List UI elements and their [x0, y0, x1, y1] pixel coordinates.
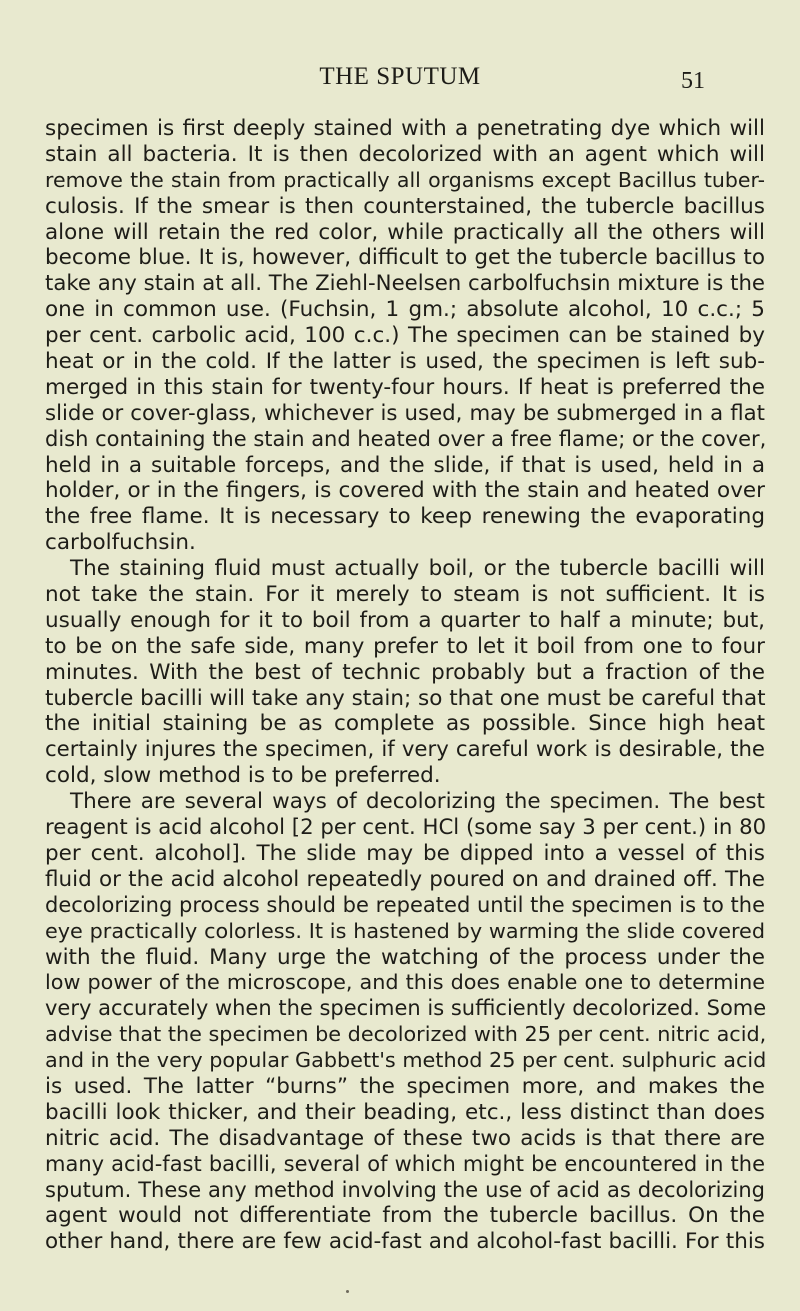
text-line: heat or in the cold. If the latter is used, the specimen is left sub- [45, 349, 765, 375]
text-line: There are several ways of decolorizing the specimen. The best [70, 789, 765, 815]
text-line: become blue. It is, however, difficult to get the tubercle bacillus to [45, 245, 765, 271]
text-line: sputum. These any method involving the use of acid as decolorizing [45, 1177, 765, 1202]
chapter-title: THE SPUTUM [319, 63, 481, 90]
text-line: bacilli look thicker, and their beading, etc., less distinct than does [45, 1099, 765, 1125]
text-line: decolorizing process should be repeated until the specimen is to the [45, 892, 765, 917]
text-line: eye practically colorless. It is hastened by warming the slide covered [45, 918, 765, 943]
text-line: take any stain at all. The Ziehl-Neelsen carbolfuchsin mixture is the [45, 271, 765, 297]
paragraph-3 [45, 789, 765, 1255]
text-line: nitric acid. The disadvantage of these two acids is that there are [45, 1125, 765, 1151]
text-line: certainly injures the specimen, if very careful work is desirable, the [45, 737, 765, 763]
text-line: per cent. alcohol]. The slide may be dipped into a vessel of this [45, 840, 765, 866]
paragraph-1 [45, 116, 765, 556]
text-line: stain all bacteria. It is then decolorized with an agent which will [45, 141, 765, 167]
text-line: other hand, there are few acid-fast and alcohol-fast bacilli. For this [45, 1229, 765, 1255]
text-line: cold, slow method is to be preferred. [45, 763, 441, 789]
text-line: many acid-fast bacilli, several of which might be encountered in the [45, 1151, 765, 1176]
text-line: reagent is acid alcohol [2 per cent. HCl (some say 3 per cent.) in 80 [45, 815, 767, 841]
text-line: culosis. If the smear is then counterstained, the tubercle bacillus [45, 193, 765, 219]
text-line: dish containing the stain and heated over a free flame; or the cover, [45, 426, 767, 451]
text-line: alone will retain the red color, while practically all the others will [45, 219, 765, 245]
body-text [45, 116, 765, 1255]
text-line: The staining fluid must actually boil, or the tubercle bacilli will [70, 556, 765, 582]
text-line: slide or cover-glass, whichever is used, may be submerged in a flat [45, 400, 765, 426]
text-line: merged in this stain for twenty-four hours. If heat is preferred the [45, 374, 765, 400]
text-line: fluid or the acid alcohol repeatedly poured on and drained off. The [45, 866, 765, 892]
text-line: tubercle bacilli will take any stain; so that one must be careful that [45, 685, 766, 711]
text-line: usually enough for it to boil from a quarter to half a minute; but, [45, 607, 765, 633]
text-line: not take the stain. For it merely to steam is not sufficient. It is [45, 582, 765, 608]
text-line: one in common use. (Fuchsin, 1 gm.; absolute alcohol, 10 c.c.; 5 [45, 297, 765, 323]
paragraph-2 [45, 556, 765, 789]
text-line: with the fluid. Many urge the watching of the process under the [45, 944, 765, 970]
text-line: held in a suitable forceps, and the slide, if that is used, held in a [45, 452, 765, 478]
text-line: holder, or in the fingers, is covered with the stain and heated over [45, 478, 765, 504]
text-line: the initial staining be as complete as possible. Since high heat [45, 711, 765, 737]
page-number: 51 [681, 68, 705, 94]
text-line: is used. The latter “burns” the specimen more, and makes the [45, 1073, 765, 1099]
text-line: minutes. With the best of technic probably but a fraction of the [45, 659, 765, 685]
text-line: remove the stain from practically all organisms except Bacillus tuber- [45, 167, 765, 192]
text-line: and in the very popular Gabbett's method 25 per cent. sulphuric acid [45, 1048, 767, 1073]
text-line: specimen is first deeply stained with a penetrating dye which will [45, 116, 765, 141]
running-head [0, 62, 800, 92]
text-line: low power of the microscope, and this does enable one to determine [45, 970, 765, 995]
text-line: advise that the specimen be decolorized with 25 per cent. nitric acid, [45, 1022, 767, 1047]
text-line: very accurately when the specimen is sufficiently decolorized. Some [45, 996, 767, 1021]
text-line: to be on the safe side, many prefer to let it boil from one to four [45, 633, 765, 659]
text-line: agent would not differentiate from the tubercle bacillus. On the [45, 1203, 765, 1229]
ink-speck [346, 1290, 349, 1293]
text-line: per cent. carbolic acid, 100 c.c.) The specimen can be stained by [45, 323, 765, 349]
text-line: carbolfuchsin. [45, 530, 196, 556]
text-line: the free flame. It is necessary to keep renewing the evaporating [45, 504, 765, 530]
